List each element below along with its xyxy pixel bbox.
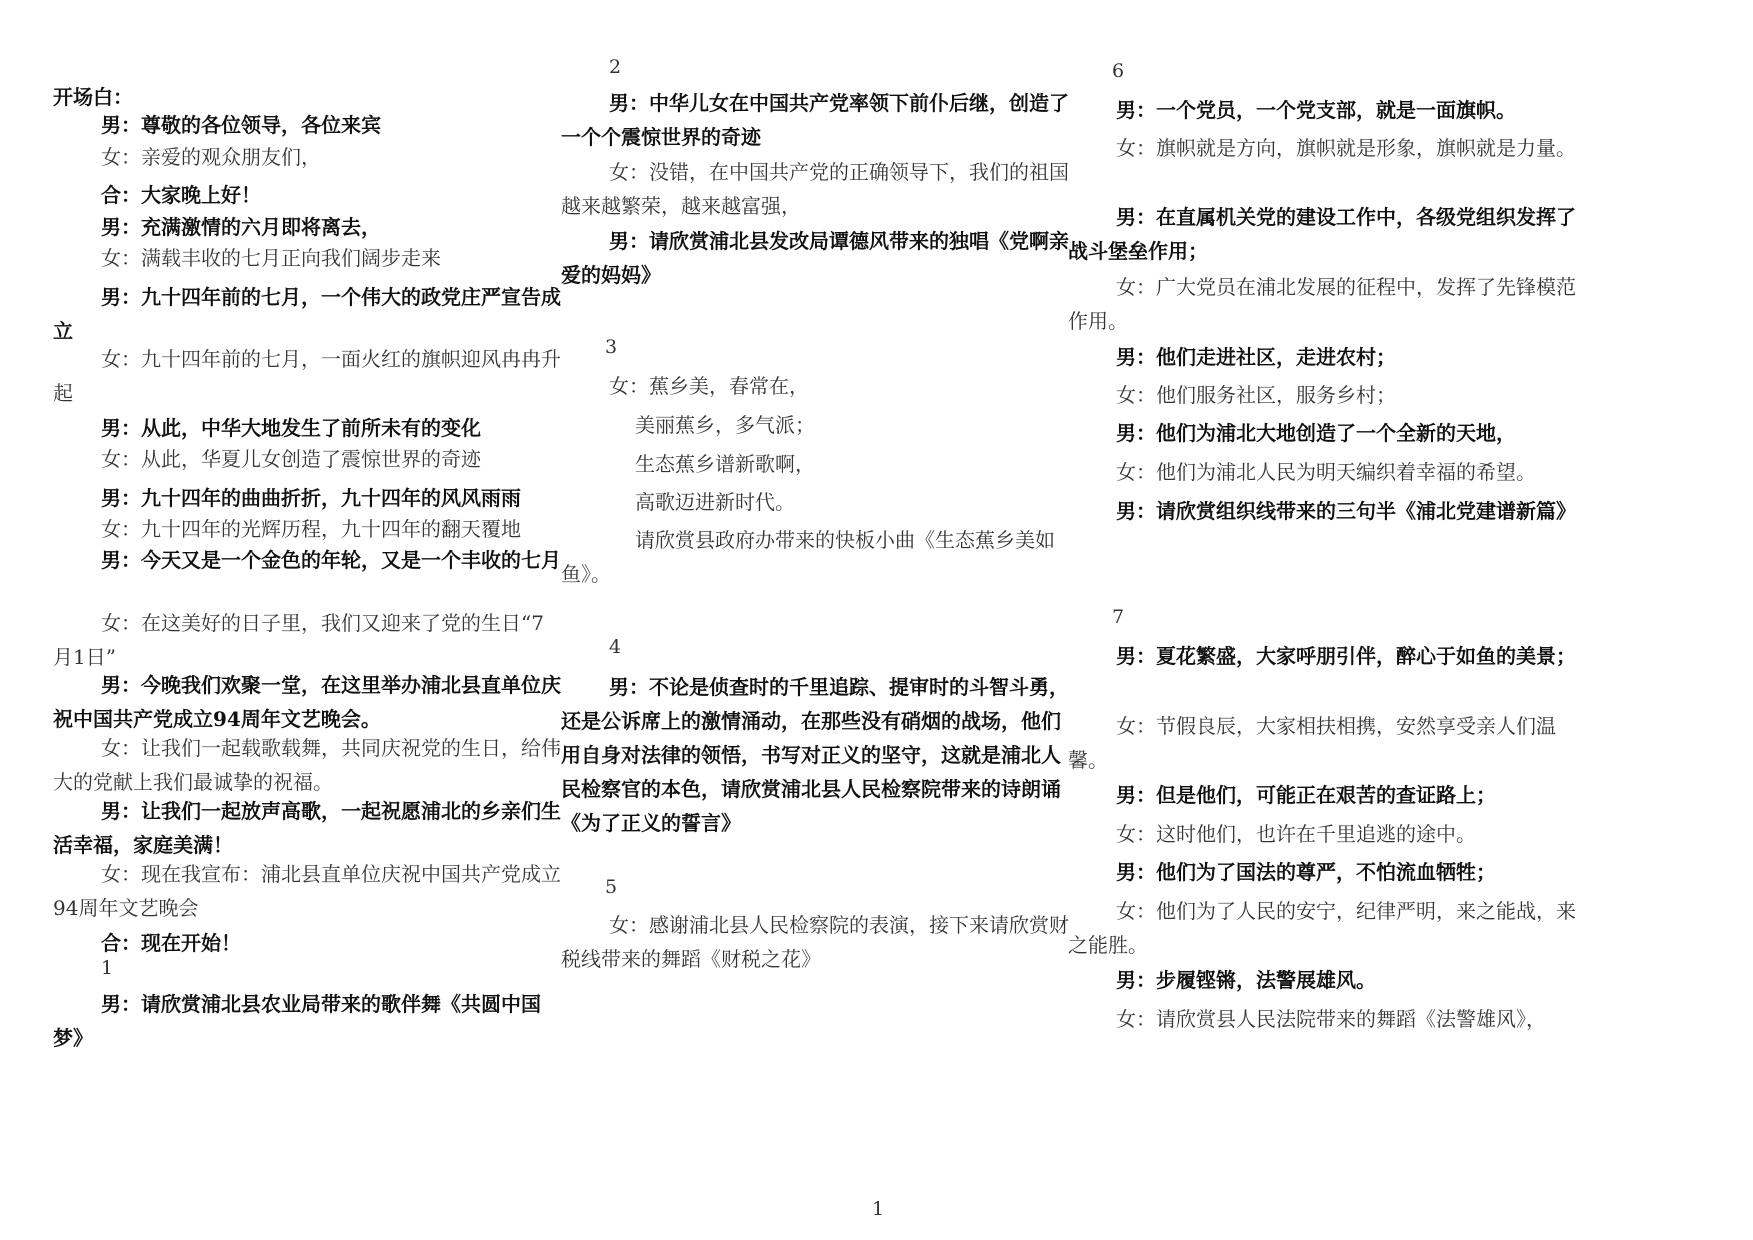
page-number: 1: [872, 1198, 885, 1220]
script-line: 男：九十四年前的七月，一个伟大的政党庄严宣告成立: [53, 285, 561, 343]
section-number: 6: [1112, 60, 1125, 82]
script-line: 女：感谢浦北县人民检察院的表演，接下来请欣赏财税线带来的舞蹈《财税之花》: [561, 913, 1069, 971]
verse-line: 生态蕉乡谱新歌啊，: [635, 452, 815, 476]
verse-line: 美丽蕉乡，多气派；: [635, 413, 815, 437]
script-line: 女：九十四年前的七月，一面火红的旗帜迎风冉冉升起: [53, 347, 561, 405]
script-line: 女：这时他们，也许在千里追逃的途中。: [1116, 822, 1476, 846]
script-line: 男：让我们一起放声高歌，一起祝愿浦北的乡亲们生活幸福，家庭美满！: [53, 799, 561, 857]
script-line: 女：九十四年的光辉历程，九十四年的翻天覆地: [101, 517, 521, 541]
script-line: 女：从此，华夏儿女创造了震惊世界的奇迹: [101, 447, 481, 471]
section-number: 2: [609, 56, 622, 78]
script-line: 男：他们为了国法的尊严，不怕流血牺牲；: [1116, 860, 1496, 884]
script-line: 女：他们为浦北人民为明天编织着幸福的希望。: [1116, 460, 1536, 484]
script-line: 男：请欣赏浦北县发改局谭德风带来的独唱《党啊亲爱的妈妈》: [561, 229, 1069, 287]
script-line: 请欣赏县政府办带来的快板小曲《生态蕉乡美如鱼》。: [561, 528, 1055, 586]
script-line: 女：旗帜就是方向，旗帜就是形象，旗帜就是力量。: [1116, 136, 1576, 160]
script-line: 女：在这美好的日子里，我们又迎来了党的生日“7月1日”: [53, 611, 544, 669]
section-number: 1: [101, 957, 114, 979]
script-line: 男：从此，中华大地发生了前所未有的变化: [101, 416, 481, 440]
section-number: 3: [605, 336, 618, 358]
script-line: 女：请欣赏县人民法院带来的舞蹈《法警雄风》，: [1116, 1007, 1546, 1031]
verse-line: 女：蕉乡美，春常在，: [609, 374, 809, 398]
script-line: 男：在直属机关党的建设工作中，各级党组织发挥了战斗堡垒作用；: [1068, 205, 1576, 263]
script-line: 男：请欣赏组织线带来的三句半《浦北党建谱新篇》: [1116, 499, 1576, 523]
script-line: 女：亲爱的观众朋友们，: [101, 145, 321, 169]
script-line: 女：现在我宣布：浦北县直单位庆祝中国共产党成立94周年文艺晚会: [53, 862, 561, 920]
script-line: 女：让我们一起载歌载舞，共同庆祝党的生日，给伟大的党献上我们最诚挚的祝福。: [53, 736, 561, 794]
script-line: 合：现在开始！: [101, 931, 241, 955]
script-line: 女：他们服务社区，服务乡村；: [1116, 383, 1396, 407]
script-line: 合：大家晚上好！: [101, 183, 261, 207]
script-line: 男：但是他们，可能正在艰苦的查证路上；: [1116, 783, 1496, 807]
script-line: 女：他们为了人民的安宁，纪律严明，来之能战，来之能胜。: [1068, 899, 1576, 957]
script-line: 男：他们为浦北大地创造了一个全新的天地，: [1116, 421, 1516, 445]
script-line: 女：广大党员在浦北发展的征程中，发挥了先锋模范作用。: [1068, 275, 1576, 333]
script-line: 男：他们走进社区，走进农村；: [1116, 345, 1396, 369]
script-line: 男：尊敬的各位领导，各位来宾: [101, 113, 381, 137]
verse-line: 高歌迈进新时代。: [635, 490, 795, 514]
section-number: 7: [1112, 606, 1125, 628]
script-line: 女：节假良辰，大家相扶相携，安然享受亲人们温馨。: [1068, 714, 1556, 772]
section-number: 5: [605, 876, 618, 898]
script-line: 男：夏花繁盛，大家呼朋引伴，醉心于如鱼的美景；: [1116, 644, 1576, 668]
script-line: 男：一个党员，一个党支部，就是一面旗帜。: [1116, 98, 1516, 122]
script-line: 男：不论是侦查时的千里追踪、提审时的斗智斗勇，还是公诉席上的激情涌动，在那些没有硝烟的战场，他们用自身对法律的领悟，书写对正义的坚守，这就是浦北人民检察官的本色，请欣赏浦北县人民检察院带来的诗朗诵《为了正义的誓言》: [561, 675, 1069, 835]
script-line: 女：没错，在中国共产党的正确领导下，我们的祖国越来越繁荣，越来越富强，: [561, 160, 1069, 218]
script-line: 男：充满激情的六月即将离去，: [101, 215, 381, 239]
section-number: 4: [609, 636, 622, 658]
script-line: 男：中华儿女在中国共产党率领下前仆后继，创造了一个个震惊世界的奇迹: [561, 91, 1069, 149]
script-line: 男：今晚我们欢聚一堂，在这里举办浦北县直单位庆祝中国共产党成立94周年文艺晚会。: [53, 673, 561, 731]
script-line: 男：请欣赏浦北县农业局带来的歌伴舞《共圆中国梦》: [53, 992, 541, 1050]
script-line: 男：今天又是一个金色的年轮，又是一个丰收的七月: [101, 548, 561, 572]
script-line: 男：九十四年的曲曲折折，九十四年的风风雨雨: [101, 486, 521, 510]
opening-heading: 开场白：: [53, 85, 133, 109]
script-line: 男：步履铿锵，法警展雄风。: [1116, 968, 1376, 992]
script-line: 女：满载丰收的七月正向我们阔步走来: [101, 246, 441, 270]
